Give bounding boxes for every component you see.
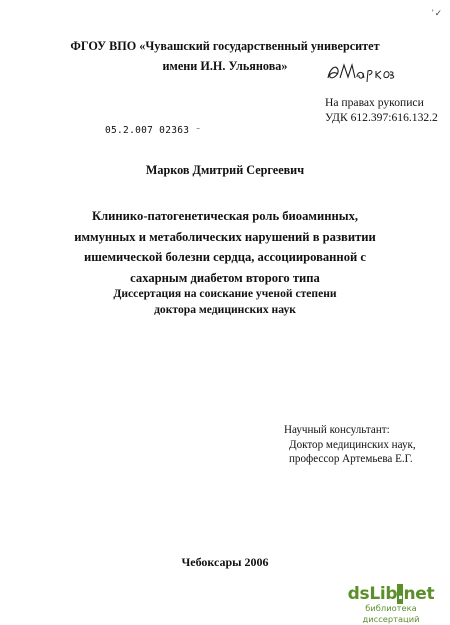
thesis-title-line-1: Клинико-патогенетическая роль биоаминных,	[91, 209, 359, 223]
author-name: Марков Дмитрий Сергеевич	[145, 163, 305, 177]
scientific-advisor	[278, 423, 416, 467]
thesis-title-line-3: ишемической болезни сердца, ассоциированной с	[83, 250, 366, 264]
watermark	[336, 586, 446, 625]
thesis-title-line-4: сахарным диабетом второго типа	[130, 270, 320, 285]
advisor-degree: Доктор медицинских наук,	[289, 438, 416, 451]
udc-code: УДК 612.397:616.132.2	[325, 110, 438, 124]
degree-line-2: доктора медицинских наук	[154, 303, 296, 316]
degree-line-1: Диссертация на соискание ученой степени	[113, 287, 337, 300]
advisor-label: Научный консультант:	[284, 424, 390, 436]
watermark-logo-dot: .	[397, 584, 404, 604]
manuscript-rights-block	[325, 96, 438, 125]
advisor-name: профессор Артемьева Е.Г.	[289, 453, 413, 465]
institution-line-1: ФГОУ ВПО «Чувашский государственный университет	[70, 39, 380, 53]
watermark-subtitle: библиотека диссертаций	[362, 603, 420, 624]
degree-statement	[0, 286, 450, 318]
watermark-logo-left: dsLib	[347, 584, 398, 604]
corner-mark: '✓	[432, 8, 444, 18]
thesis-title	[0, 206, 450, 288]
watermark-logo-right: net	[403, 584, 435, 604]
registration-stamp: 05.2.007 02363 ⁻	[105, 125, 202, 136]
handwritten-signature	[324, 58, 396, 86]
watermark-logo	[336, 586, 446, 603]
manuscript-rights-label: На правах рукописи	[325, 96, 424, 109]
institution-line-2: имени И.Н. Ульянова»	[162, 59, 288, 73]
city-year: Чебоксары 2006	[181, 555, 269, 569]
thesis-title-line-2: иммунных и метаболических нарушений в развитии	[74, 229, 376, 244]
